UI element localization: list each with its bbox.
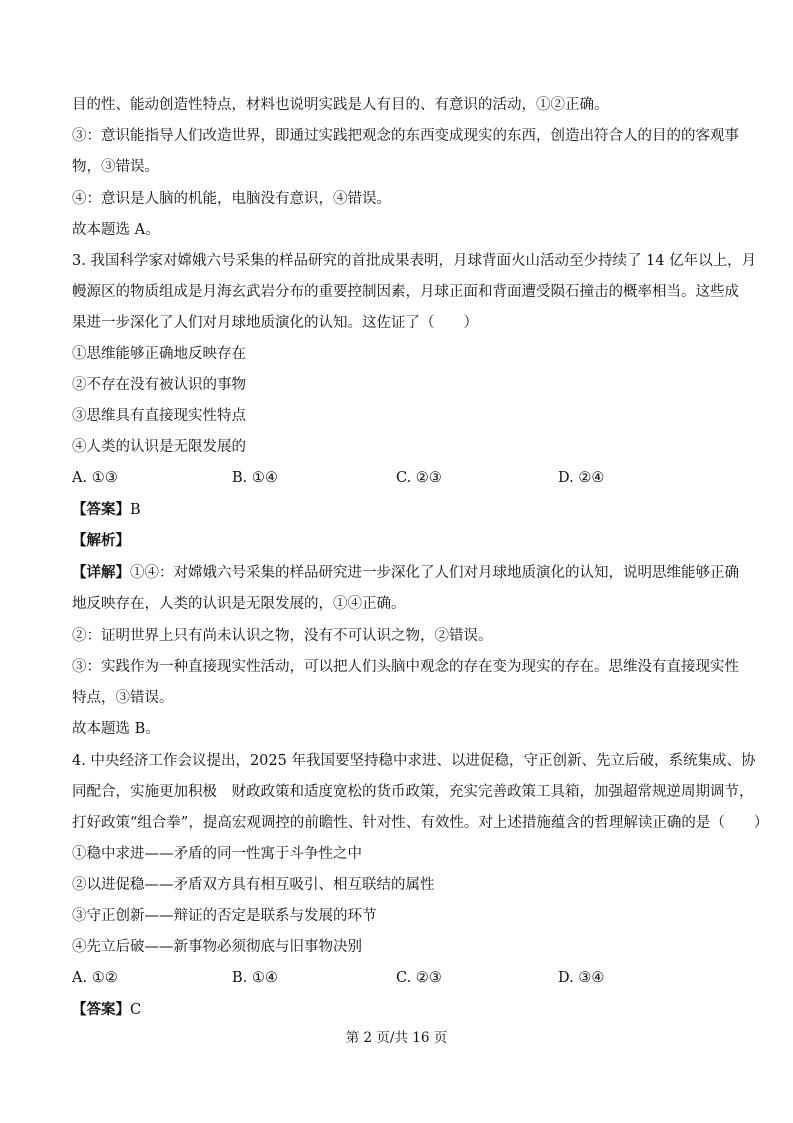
q3-detail-line: 特点，③错误。 — [72, 690, 174, 706]
q4-answer — [72, 1001, 733, 1019]
answer-tag: 【答案】 — [72, 1001, 130, 1018]
q3-option-a: A. ①③ — [72, 470, 118, 486]
answer-tag: 【答案】 — [72, 501, 130, 518]
analysis-tag: 【解析】 — [72, 532, 130, 549]
q3-options — [72, 470, 732, 488]
q3-item: ④人类的认识是无限发展的 — [72, 439, 246, 455]
prev-explanation-line: ③：意识能指导人们改造世界，即通过实践把观念的东西变成现实的东西，创造出符合人的目的的客观事 — [72, 128, 739, 144]
answer-value: C — [130, 1002, 142, 1018]
q3-option-b: B. ①④ — [232, 470, 278, 486]
q4-option-b: B. ①④ — [232, 970, 278, 986]
prev-conclusion: 故本题选 A。 — [72, 222, 160, 238]
q4-option-d: D. ③④ — [558, 970, 605, 986]
q3-item: ①思维能够正确地反映存在 — [72, 346, 246, 362]
q4-option-a: A. ①② — [72, 970, 118, 986]
q4-item: ②以进促稳——矛盾双方具有相互吸引、相互联结的属性 — [72, 877, 435, 893]
q4-item: ③守正创新——辩证的否定是联系与发展的环节 — [72, 908, 377, 924]
q4-options — [72, 970, 732, 988]
prev-explanation-line: 物，③错误。 — [72, 159, 159, 175]
prev-explanation-line: 目的性、能动创造性特点，材料也说明实践是人有目的、有意识的活动，①②正确。 — [72, 97, 609, 113]
prev-explanation-line: ④：意识是人脑的机能，电脑没有意识，④错误。 — [72, 191, 391, 207]
q3-item: ③思维具有直接现实性特点 — [72, 408, 246, 424]
detail-text: ①④：对嫦娥六号采集的样品研究进一步深化了人们对月球地质演化的认知，说明思维能够正确 — [130, 565, 739, 581]
q3-analysis — [72, 532, 733, 550]
q3-stem-line: 幔源区的物质组成是月海玄武岩分布的重要控制因素，月球正面和背面遭受陨石撞击的概率相当。这些成 — [72, 284, 739, 300]
detail-tag: 【详解】 — [72, 564, 130, 581]
q3-detail-line — [72, 564, 739, 582]
page-footer: 第 2 页/共 16 页 — [345, 1030, 448, 1046]
q4-stem-line: 同配合，实施更加积极 财政政策和适度宽松的货币政策，充实完善政策工具箱，加强超常规逆周期调节， — [72, 784, 754, 800]
q3-option-d: D. ②④ — [558, 470, 605, 486]
q4-stem-line: 打好政策“组合拳”，提高宏观调控的前瞻性、针对性、有效性。对上述措施蕴含的哲理解读正确的是（ ） — [72, 815, 769, 831]
q3-answer — [72, 501, 733, 519]
q3-option-c: C. ②③ — [396, 470, 442, 486]
answer-value: B — [130, 502, 141, 518]
q3-conclusion: 故本题选 B。 — [72, 721, 160, 737]
q4-item: ④先立后破——新事物必须彻底与旧事物决别 — [72, 939, 362, 955]
q4-option-c: C. ②③ — [396, 970, 442, 986]
q3-detail-line: ③：实践作为一种直接现实性活动，可以把人们头脑中观念的存在变为现实的存在。思维没有直接现实性 — [72, 659, 739, 675]
q3-item: ②不存在没有被认识的事物 — [72, 377, 246, 393]
q3-stem-line: 3. 我国科学家对嫦娥六号采集的样品研究的首批成果表明，月球背面火山活动至少持续了 14 亿年以上，月 — [72, 253, 757, 269]
q3-detail-line: 地反映存在，人类的认识是无限发展的，①④正确。 — [72, 596, 406, 612]
q3-detail-line: ②：证明世界上只有尚未认识之物，没有不可认识之物，②错误。 — [72, 628, 493, 644]
q4-item: ①稳中求进——矛盾的同一性寓于斗争性之中 — [72, 846, 362, 862]
q3-stem-line: 果进一步深化了人们对月球地质演化的认知。这佐证了（ ） — [72, 315, 478, 331]
q4-stem-line: 4. 中央经济工作会议提出，2025 年我国要坚持稳中求进、以进促稳，守正创新、先立后破，系统集成、协 — [72, 753, 756, 769]
